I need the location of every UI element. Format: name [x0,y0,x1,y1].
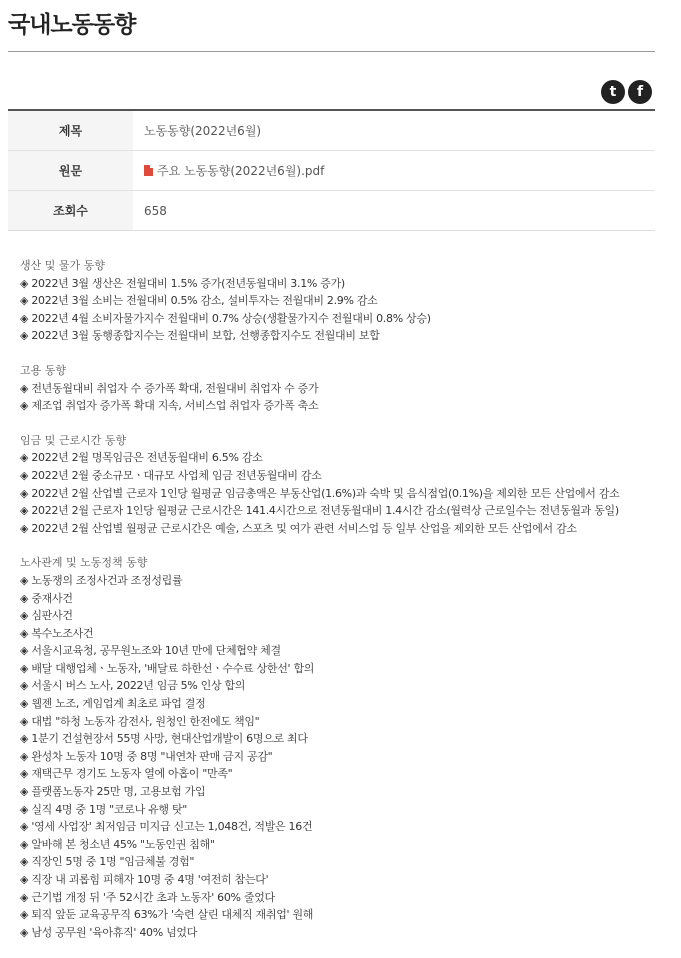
list-item: ◈ 복수노조사건 [20,626,94,640]
list-item: ◈ 직장인 5명 중 1명 "임금체불 경험" [20,855,195,869]
twitter-share-button[interactable] [601,80,625,104]
list-item: ◈ 배달 대행업체ㆍ노동자, '배달료 하한선ㆍ수수료 상한선' 합의 [20,661,315,675]
facebook-share-button[interactable] [628,80,652,104]
info-row-views [8,191,655,230]
list-item: ◈ 대법 "하청 노동자 감전사, 원청인 한전에도 책임" [20,714,260,728]
list-item: ◈ 2022년 4월 소비자물가지수 전월대비 0.7% 상승(생활물가지수 전월대비 0.8% 상승) [20,311,431,325]
attachment-download-link[interactable]: 주요 노동동향(2022년6월).pdf [157,164,325,178]
list-item: ◈ 알바해 본 청소년 45% "노동인권 침해" [20,837,215,851]
list-item: ◈ 노동쟁의 조정사건과 조정성립률 [20,573,183,587]
list-item: ◈ 직장 내 괴롭힘 피해자 10명 중 4명 '여전히 참는다' [20,873,269,886]
views-value: 658 [144,203,167,218]
list-item: ◈ 완성차 노동자 10명 중 8명 "내연차 판매 금지 공감" [20,749,273,763]
list-item: ◈ 2022년 2월 중소규모ㆍ대규모 사업체 임금 전년동월대비 감소 [20,468,322,482]
list-item: ◈ 퇴직 앞둔 교육공무직 63%가 '숙련 살린 대체직 재취업' 원해 [20,908,314,922]
facebook-icon: f [636,84,644,100]
info-row-attachment [8,151,655,191]
twitter-icon: t [609,84,617,100]
views-label: 조회수 [8,191,133,230]
section-title: 노사관계 및 노동정책 동향 [20,556,148,570]
list-item: ◈ 2022년 3월 생산은 전월대비 1.5% 증가(전년동월대비 3.1% 증가) [20,276,345,290]
attachment-label: 원문 [8,151,133,190]
list-item: ◈ 웹젠 노조, 게임업계 최초로 파업 결정 [20,697,206,711]
share-buttons [601,80,652,104]
content-section [20,554,670,941]
section-title: 임금 및 근로시간 동향 [20,433,127,447]
section-title: 고용 동향 [20,363,67,377]
list-item: ◈ 중재사건 [20,591,73,605]
pdf-file-icon [144,165,153,176]
post-info-table [8,109,655,231]
title-label: 제목 [8,111,133,150]
info-row-title [8,111,655,151]
list-item: ◈ 심판사건 [20,609,73,623]
list-item: ◈ 2022년 2월 산업별 월평균 근로시간은 예술, 스포츠 및 여가 관련 서비스업 등 일부 산업을 제외한 모든 산업에서 감소 [20,521,577,535]
list-item: ◈ 재택근무 경기도 노동자 열에 아홉이 "만족" [20,767,233,781]
list-item: ◈ '영세 사업장' 최저임금 미지급 신고는 1,048건, 적발은 16건 [20,820,313,834]
page-title: 국내노동동향 [8,12,136,38]
post-content [20,257,670,958]
list-item: ◈ 2022년 2월 명목임금은 전년동월대비 6.5% 감소 [20,451,263,465]
list-item: ◈ 2022년 3월 동행종합지수는 전월대비 보합, 선행종합지수도 전월대비 보합 [20,329,380,343]
list-item: ◈ 남성 공무원 '육아휴직' 40% 넘었다 [20,925,198,939]
title-value: 노동동향(2022년6월) [144,124,262,138]
list-item: ◈ 1분기 건설현장서 55명 사망, 현대산업개발이 6명으로 최다 [20,732,308,746]
list-item: ◈ 서울시 버스 노사, 2022년 임금 5% 인상 합의 [20,679,246,693]
content-section [20,432,670,538]
list-item: ◈ 실직 4명 중 1명 "코로나 유행 탓" [20,802,188,816]
section-title: 생산 및 물가 동향 [20,259,105,272]
list-item: ◈ 근기법 개정 뒤 '주 52시간 초과 노동자' 60% 줄었다 [20,890,275,904]
title-divider [8,51,655,52]
list-item: ◈ 전년동월대비 취업자 수 증가폭 확대, 전월대비 취업자 수 증가 [20,381,319,395]
list-item: ◈ 서울시교육청, 공무원노조와 10년 만에 단체협약 체결 [20,644,281,658]
list-item: ◈ 제조업 취업자 증가폭 확대 지속, 서비스업 취업자 증가폭 축소 [20,399,319,413]
list-item: ◈ 플랫폼노동자 25만 명, 고용보험 가입 [20,785,206,799]
list-item: ◈ 2022년 2월 산업별 근로자 1인당 월평균 임금총액은 부동산업(1.6%)과 숙박 및 음식점업(0.1%)을 제외한 모든 산업에서 감소 [20,486,620,500]
content-section [20,362,670,415]
content-section [20,257,670,345]
list-item: ◈ 2022년 3월 소비는 전월대비 0.5% 감소, 설비투자는 전월대비 2.9% 감소 [20,294,378,308]
list-item: ◈ 2022년 2월 근로자 1인당 월평균 근로시간은 141.4시간으로 전년동월대비 1.4시간 감소(월력상 근로일수는 전년동월과 동일) [20,504,619,518]
attachment-value [133,151,655,190]
